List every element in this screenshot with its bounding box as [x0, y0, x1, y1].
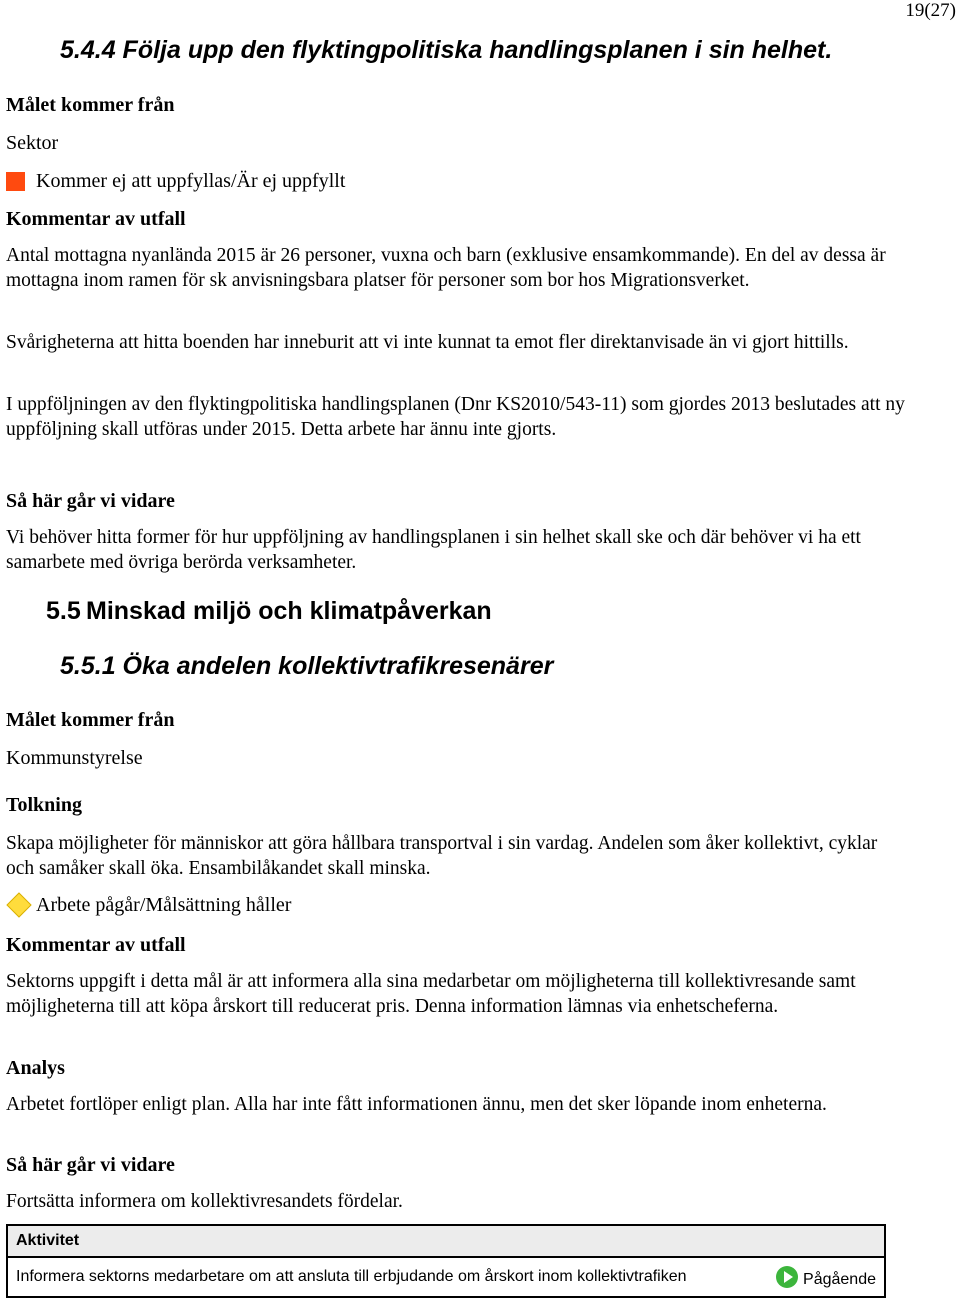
activity-cell [7, 1257, 885, 1297]
activity-header: Aktivitet [7, 1225, 885, 1257]
comment-text: Sektorns uppgift i detta mål är att informera alla sina medarbetar om möjligheterna till kollektivresande samt möjligheterna till att köpa årskort till reducerat pris. Denna information lämnas via enhetscheferna. [6, 971, 856, 1017]
interpretation-text: Skapa möjligheter för människor att göra hållbara transportval i sin vardag. Andelen som åker kollektivt, cyklar och samåker skall öka. Ensambilåkandet skall minska. [6, 833, 878, 879]
next-steps-text: Vi behöver hitta former för hur uppföljning av handlingsplanen i sin helhet skall ske och där behöver vi ha ett samarbete med övriga berörda verksamheter. [6, 527, 861, 573]
next-steps-text: Fortsätta informera om kollektivresandets fördelar. [6, 1191, 403, 1212]
section-heading-5-4-4: 5.4.4 Följa upp den flyktingpolitiska handlingsplanen i sin helhet. [60, 36, 833, 64]
green-play-icon [775, 1265, 799, 1289]
next-steps-label: Så här går vi vidare [6, 490, 175, 512]
page-number: 19(27) [905, 0, 956, 21]
next-steps-label: Så här går vi vidare [6, 1154, 175, 1176]
goal-origin-label: Målet kommer från [6, 709, 175, 731]
comment-paragraph: I uppföljningen av den flyktingpolitiska handlingsplanen (Dnr KS2010/543-11) som gjordes 2013 beslutades att ny uppföljning skall utföras under 2015. Detta arbete har ännu inte gjorts. [6, 394, 905, 440]
yellow-diamond-icon [6, 892, 32, 918]
section-title-5-5: Minskad miljö och klimatpåverkan [86, 597, 492, 625]
table-row [7, 1257, 885, 1297]
status-text: Arbete pågår/Målsättning håller [36, 893, 292, 916]
status-text: Kommer ej att uppfyllas/Är ej uppfyllt [36, 170, 346, 192]
table-header-row [7, 1225, 885, 1257]
goal-origin-value: Sektor [6, 132, 59, 154]
comment-paragraph: Svårigheterna att hitta boenden har inneburit att vi inte kunnat ta emot fler direktanvisade än vi gjort hittills. [6, 332, 849, 353]
interpretation-label: Tolkning [6, 794, 82, 816]
analysis-text: Arbetet fortlöper enligt plan. Alla har inte fått informationen ännu, men det sker löpande inom enheterna. [6, 1094, 827, 1115]
activity-status [775, 1265, 876, 1289]
goal-origin-label: Målet kommer från [6, 94, 175, 116]
activity-text: Informera sektorns medarbetare om att ansluta till erbjudande om årskort inom kollektivtrafiken [16, 1268, 687, 1285]
comment-paragraph: Antal mottagna nyanlända 2015 är 26 personer, vuxna och barn (exklusive ensamkommande). En del av dessa är mottagna inom ramen för sk anvisningsbara platser för personer som bor hos Migrationsverket. [6, 245, 886, 291]
red-square-icon [6, 172, 25, 191]
activity-status-text: Pågående [803, 1271, 876, 1288]
analysis-label: Analys [6, 1057, 65, 1079]
section-heading-5-5-1: 5.5.1 Öka andelen kollektivtrafikresenärer [60, 652, 554, 680]
section-number-5-5: 5.5 [46, 597, 81, 625]
comment-label: Kommentar av utfall [6, 934, 186, 956]
goal-origin-value: Kommunstyrelse [6, 747, 143, 769]
activity-table [6, 1224, 886, 1298]
status-row [6, 892, 291, 918]
status-row [6, 170, 345, 193]
comment-label: Kommentar av utfall [6, 208, 186, 230]
